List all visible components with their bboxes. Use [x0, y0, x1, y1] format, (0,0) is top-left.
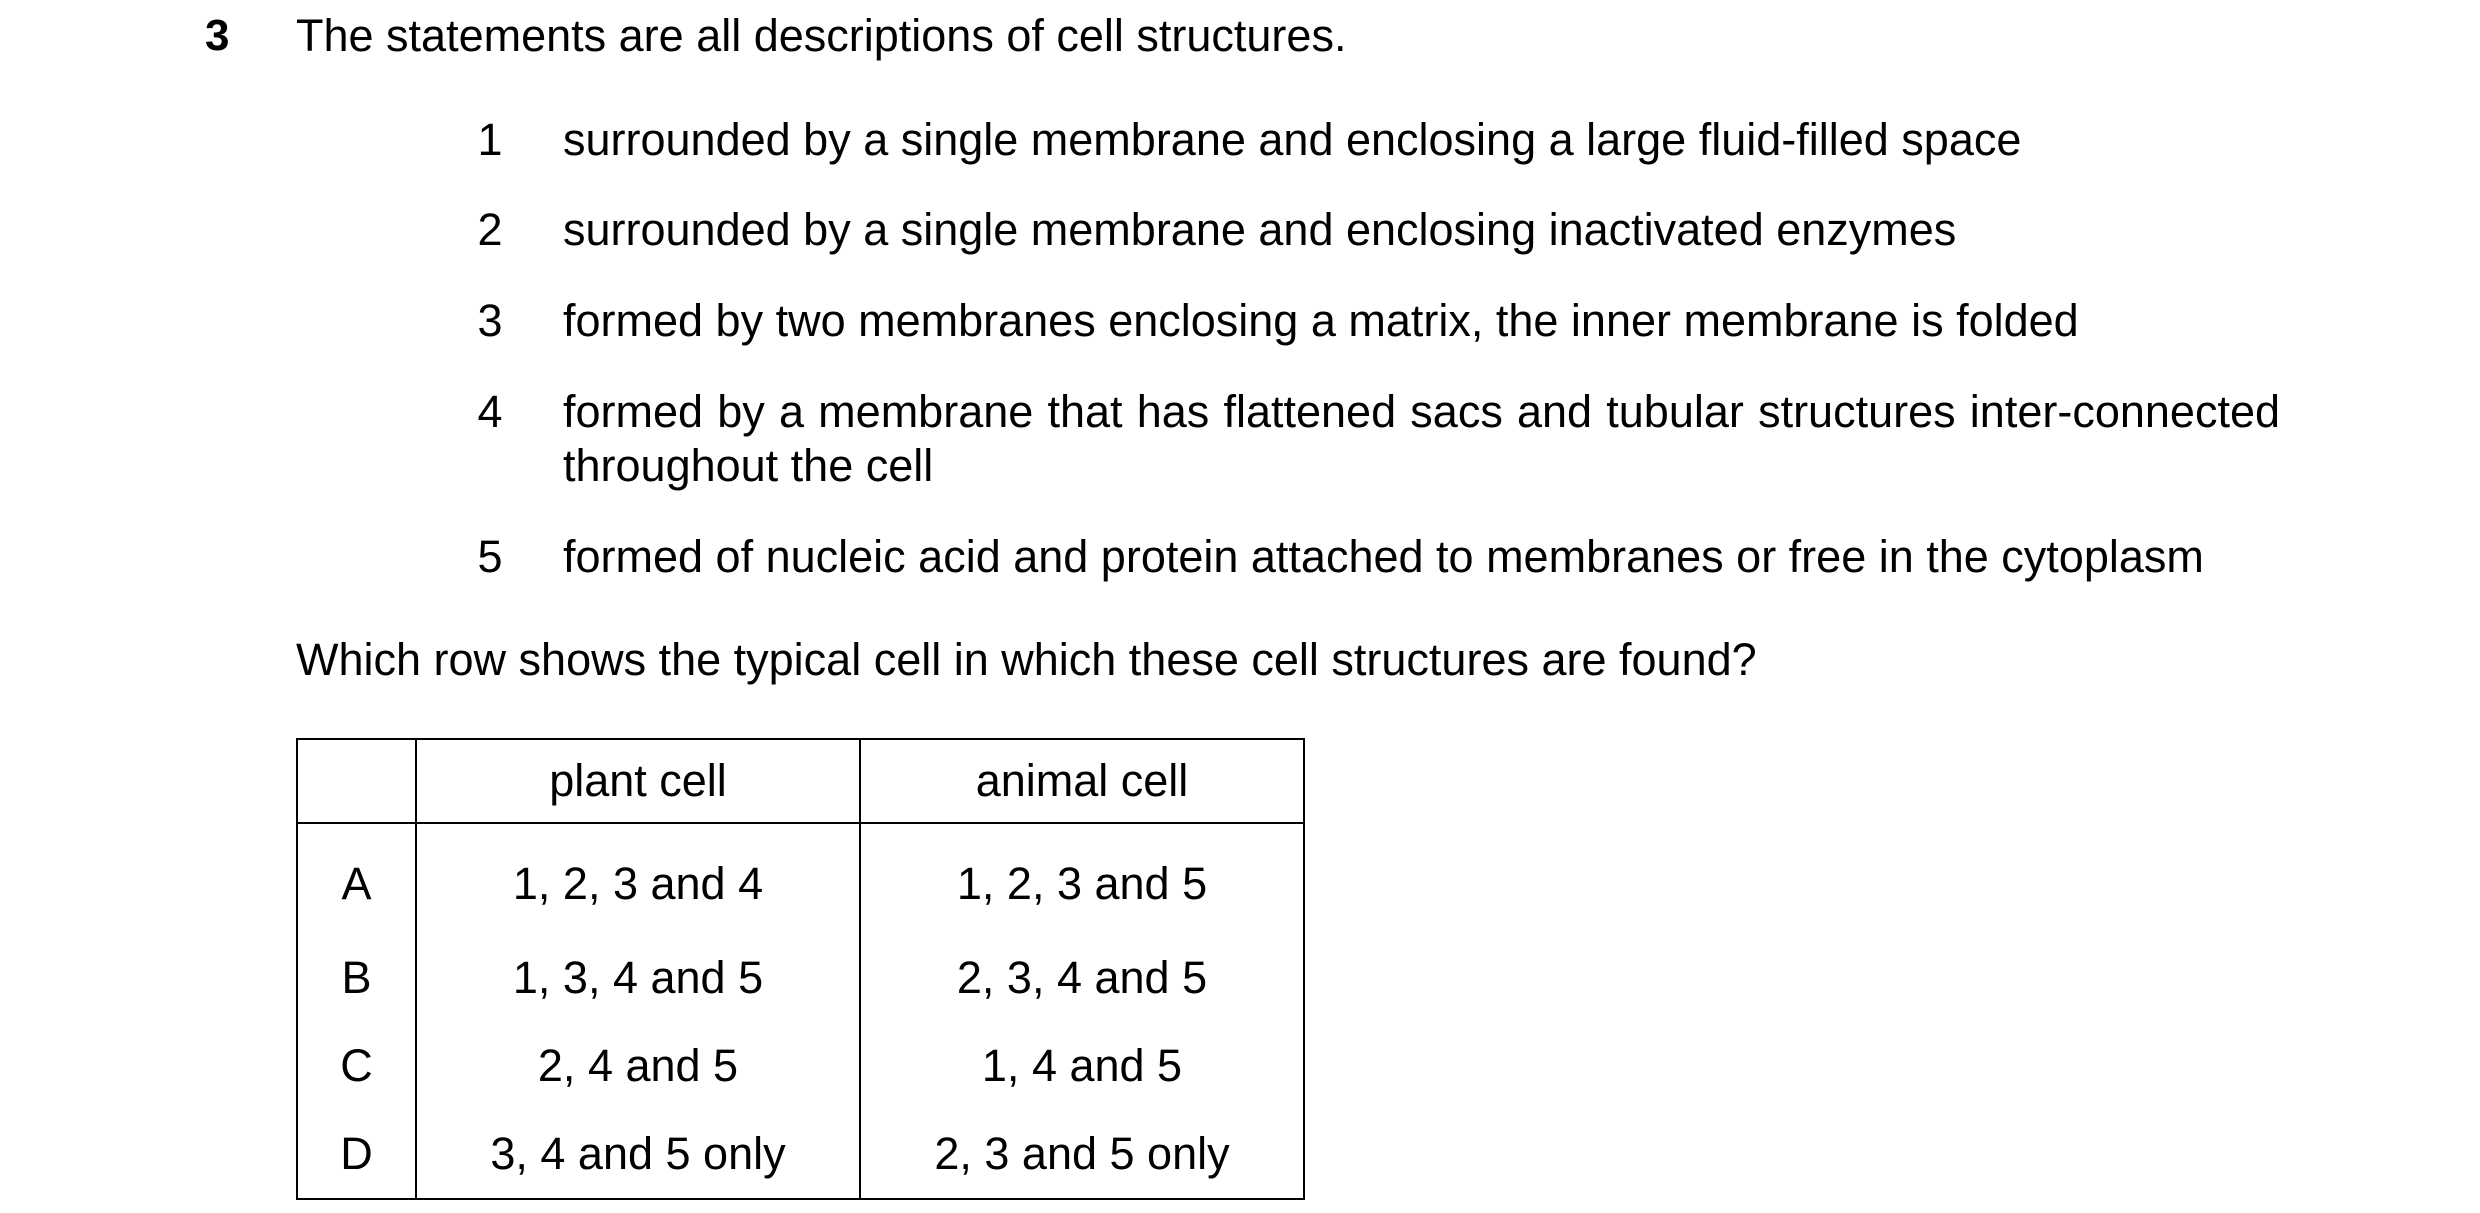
- question-stem: The statements are all descriptions of cell structures.: [296, 10, 1347, 61]
- option-letter: C: [297, 1022, 416, 1110]
- header-plant-cell: plant cell: [416, 739, 860, 823]
- plant-cell-value: 1, 2, 3 and 4: [416, 823, 860, 934]
- table-row: [297, 823, 1304, 934]
- question-prompt: Which row shows the typical cell in which these cell structures are found?: [296, 634, 1757, 685]
- animal-cell-value: 2, 3 and 5 only: [860, 1110, 1304, 1199]
- question-number: 3: [205, 11, 230, 60]
- statement-number: 4: [477, 386, 503, 437]
- plant-cell-value: 3, 4 and 5 only: [416, 1110, 860, 1199]
- statement-number: 5: [477, 531, 503, 582]
- statement-text: formed by two membranes enclosing a matrix, the inner membrane is folded: [563, 295, 2079, 346]
- statement-text: formed of nucleic acid and protein attached to membranes or free in the cytoplasm: [563, 531, 2204, 582]
- animal-cell-value: 1, 2, 3 and 5: [860, 823, 1304, 934]
- table-header-row: [297, 739, 1304, 823]
- option-letter: B: [297, 934, 416, 1022]
- plant-cell-value: 1, 3, 4 and 5: [416, 934, 860, 1022]
- statement-text: surrounded by a single membrane and enclosing inactivated enzymes: [563, 204, 1957, 255]
- table-row: [297, 1022, 1304, 1110]
- header-animal-cell: animal cell: [860, 739, 1304, 823]
- statement-number: 2: [477, 204, 503, 255]
- animal-cell-value: 2, 3, 4 and 5: [860, 934, 1304, 1022]
- option-letter: A: [297, 823, 416, 934]
- answer-table: [296, 738, 1305, 1200]
- option-letter: D: [297, 1110, 416, 1199]
- table-row: [297, 1110, 1304, 1199]
- animal-cell-value: 1, 4 and 5: [860, 1022, 1304, 1110]
- table-row: [297, 934, 1304, 1022]
- plant-cell-value: 2, 4 and 5: [416, 1022, 860, 1110]
- statement-text: surrounded by a single membrane and enclosing a large fluid-filled space: [563, 114, 2022, 165]
- header-option: [297, 739, 416, 823]
- statement-number: 3: [477, 295, 503, 346]
- statement-number: 1: [477, 114, 503, 165]
- statement-text: formed by a membrane that has flattened sacs and tubular structures inter-connected throughout the cell: [563, 386, 2280, 491]
